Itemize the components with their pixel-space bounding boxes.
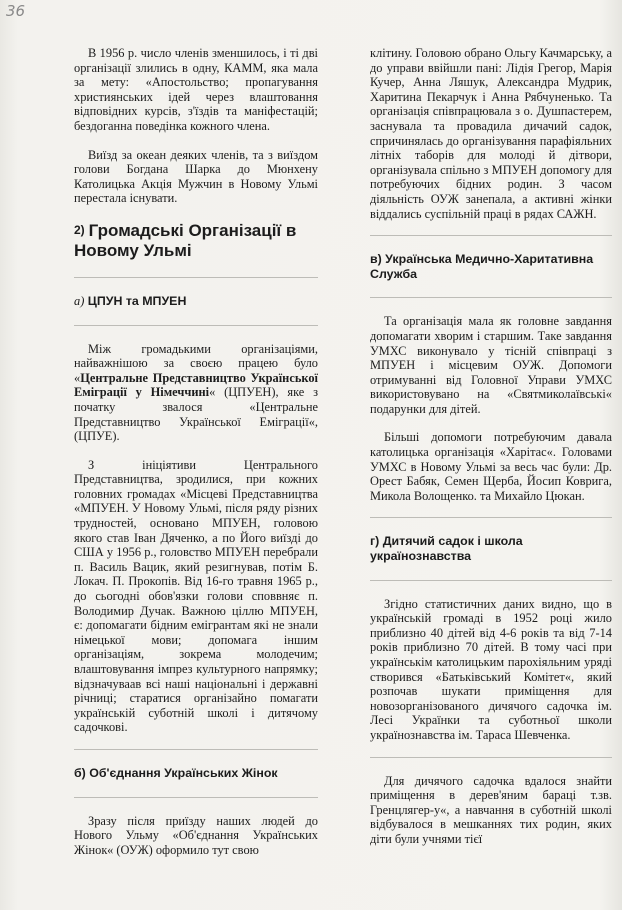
divider	[74, 277, 318, 278]
paragraph-text: « (ЦПУЕН), яке з початку звалося «Центральне Представництво Української Еміграції«, (ЦПУЕ).	[74, 385, 318, 444]
divider	[74, 325, 318, 326]
subsection-heading: в) Українська Медично-Харитативна Служба	[370, 252, 594, 281]
divider	[370, 757, 612, 758]
section-number: 2)	[74, 222, 85, 237]
paragraph: В 1956 р. число членів зменшилось, і ті дві організації злились в одну, КАММ, яка мала за мету: «Апостольство; пропагування християнських ідей через влаштовання відповідних курсів, з'їздів та маніфестацій; бездоганна поведінка кожного члена.	[74, 46, 318, 133]
paragraph: Виїзд за океан деяких членів, та з виїздом голови Богдана Шарка до Мюнхену Католицька Акція Мужчин в Новому Ульмі перестала існувати.	[74, 147, 318, 206]
paragraph: клітину. Головою обрано Ольгу Качмарську, а до управи ввійшли пані: Лідія Грегор, Марія Кучер, Анна Ляшук, Александра Мудрик, Харитина Пекарчук і Анна Рябчуненько. Та організація співпрацювала з о. Душпастерем, заснувала та провадила дичачий садок, спричинялась до організування парафіяльних літніх таборів для молоді й дітвори, організувала спільно з МПУЕН допомогу для потребуючих бідних родин. З часом діяльність ОУЖ занепала, а активні жінки віддались суспільній праці в рядах САЖН.	[370, 46, 612, 221]
paragraph: Згідно статистичних даних видно, що в українській громаді в 1952 році жило приблизно 40 дітей від 4-6 років та від 7-14 років приблизно 70 дітей. В тому часі при українськім католицьким парохіяльним уряді створився «Батьківський Комітет«, який розпочав шукати приміщення для новозорганізованого дичячого садочка ім. Лесі Українки та суботньої школи українознавства ім. Тараса Шевченка.	[370, 596, 612, 742]
divider	[370, 297, 612, 298]
divider	[370, 235, 612, 236]
paragraph: Більші допомоги потребуючим давала католицька організація «Харітас«. Головами УМХС в Новому Ульмі за весь час були: Др. Орест Бабяк, Семен Щерба, Йосип Коврига, Микола Волощенко. та Михайло Цюкан.	[370, 430, 612, 503]
paragraph: Та організація мала як головне завдання допомагати хворим і старшим. Таке завдання УМХС виконувало у тісній співпраці з МПУЕН і місцевим ОУЖ. Допомоги отримуванні від Головної Управи УМХС використовувано на «Святмиколаївські« подарунки для дітей.	[370, 314, 612, 416]
section-heading	[74, 220, 318, 261]
divider	[74, 749, 318, 750]
divider	[370, 517, 612, 518]
subsection-title: ЦПУН та МПУЕН	[87, 293, 187, 308]
right-column	[370, 46, 612, 861]
subsection-heading	[74, 294, 318, 309]
paragraph: Для дичячого садочка вдалося знайти приміщення в дерев'яним бараці т.зв. Гренцлягер-у«, а навчання в суботній школі відбувалося в мешканнях тих родин, яких діти були учнями тієї	[370, 773, 612, 846]
divider	[370, 580, 612, 581]
subsection-heading: б) Об'єднання Українських Жінок	[74, 765, 278, 780]
left-column	[74, 46, 318, 871]
paragraph: З ініціятиви Центрального Представництва, зродилися, при кожних головних громадах «Місцеві Представництва «МПУЕН. У Новому Ульмі, після ряду різних трудностей, основано МПУЕН, головою якого став Іван Дяченко, а по Його виїзді до США у 1956 р., головство МПУЕН перебрали п. Василь Вацик, який резигнував, потім Б. Локач. П. Прокопів. Від 16-го травня 1965 р., до сьогодні обов'язки голови споввняє п. Володимир Дучак. Важною ціллю МПУЕН, є: допомагати бідним емігрантам які не знали німецької мови; допомага іншим організаціям, зокрема молодечим; влаштовування імпрез культурного напрямку; відзначуваав всі наші національні і державні річниці; старатися організайно помагати українській суботній школі і дитячому садочкові.	[74, 457, 318, 735]
section-title: Громадські Організації в Новому Ульмі	[74, 220, 297, 260]
page-number: 36	[6, 2, 26, 20]
subsection-heading: г) Дитячий садок і школа українознавства	[370, 534, 523, 564]
paragraph	[74, 342, 318, 444]
subsection-letter: а)	[74, 293, 85, 308]
paragraph: Зразу після приїзду наших людей до Нового Ульму «Об'єднання Українських Жінок« (ОУЖ) оформило тут свою	[74, 813, 318, 857]
paragraph-text: Між громадькими організаціями, найважнішою за своєю працею було «	[74, 341, 318, 385]
divider	[74, 797, 318, 798]
organization-name: Центральне Представництво Української Еміграції у Німеччині	[74, 370, 318, 400]
